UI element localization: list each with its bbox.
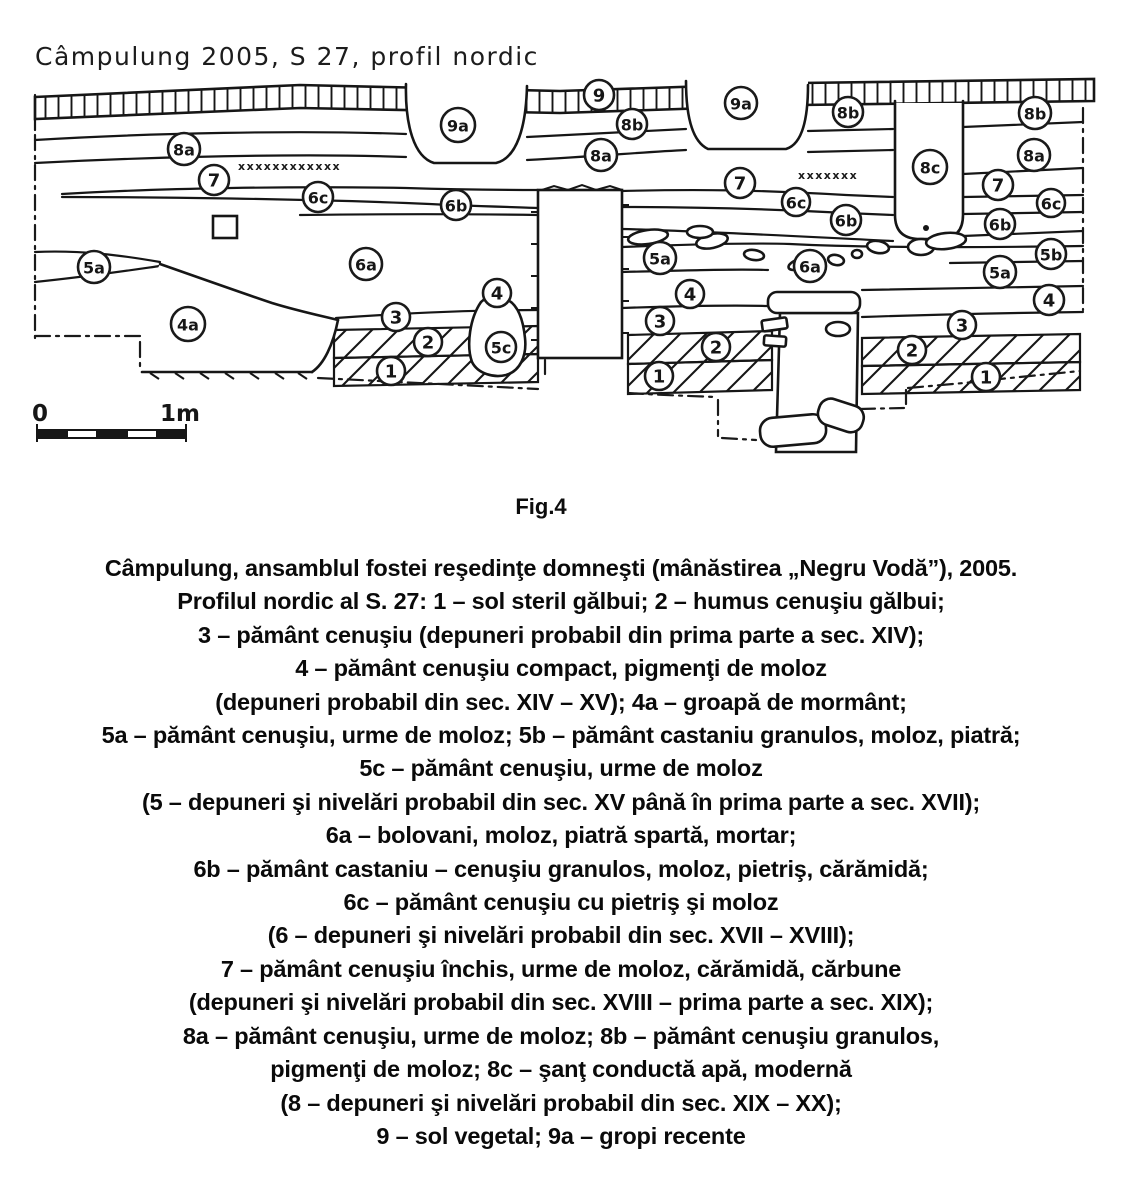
svg-text:8a: 8a bbox=[173, 140, 195, 160]
cross-hatch-marks: xxxxxxxxxxxx bbox=[238, 160, 342, 173]
svg-text:5c: 5c bbox=[490, 338, 512, 358]
figure-caption bbox=[0, 552, 1122, 1153]
svg-text:1: 1 bbox=[384, 361, 398, 383]
scale-end-label: 1m bbox=[160, 401, 200, 427]
svg-text:4: 4 bbox=[490, 283, 504, 305]
svg-text:8b: 8b bbox=[620, 115, 644, 135]
svg-text:4: 4 bbox=[683, 284, 697, 306]
svg-text:6b: 6b bbox=[444, 196, 468, 216]
svg-text:9: 9 bbox=[592, 85, 606, 107]
svg-text:7: 7 bbox=[733, 173, 747, 195]
cross-hatch-marks: xxxxxxx bbox=[798, 169, 859, 182]
layer-label-4 bbox=[1034, 285, 1064, 315]
layer-label-3 bbox=[646, 307, 674, 335]
layer-label-9 bbox=[584, 80, 614, 110]
layer-label-9a bbox=[441, 108, 475, 142]
caption-line: (8 – depuneri şi nivelări probabil din sec. XIX – XX); bbox=[280, 1089, 842, 1116]
layer-label-6b bbox=[985, 209, 1015, 239]
svg-text:8b: 8b bbox=[1023, 104, 1047, 124]
caption-line: 7 – pământ cenuşiu închis, urme de moloz, cărămidă, cărbune bbox=[220, 955, 902, 982]
svg-text:1: 1 bbox=[979, 367, 993, 389]
layer-label-4a bbox=[171, 307, 205, 341]
layer-label-3 bbox=[382, 303, 410, 331]
layer-label-9a bbox=[725, 87, 757, 119]
svg-text:8c: 8c bbox=[919, 158, 941, 178]
layer-label-4 bbox=[483, 279, 511, 307]
profile-title: Câmpulung 2005, S 27, profil nordic bbox=[35, 42, 539, 71]
caption-line: 6c – pământ cenuşiu cu pietriş şi moloz bbox=[343, 889, 779, 916]
svg-text:9a: 9a bbox=[730, 94, 752, 114]
svg-text:6c: 6c bbox=[307, 188, 329, 208]
layer-label-8c bbox=[913, 150, 947, 184]
svg-text:6c: 6c bbox=[1040, 194, 1062, 214]
svg-text:6a: 6a bbox=[355, 255, 377, 275]
layer-label-1 bbox=[377, 357, 405, 385]
caption-line: Câmpulung, ansamblul fostei reşedinţe domneşti (mânăstirea „Negru Vodă”), 2005. bbox=[104, 555, 1018, 581]
svg-text:6c: 6c bbox=[785, 193, 807, 213]
svg-text:2: 2 bbox=[905, 340, 919, 362]
svg-text:7: 7 bbox=[207, 170, 221, 192]
caption-line: 8a – pământ cenuşiu, urme de moloz; 8b – pământ cenuşiu granulos, bbox=[182, 1022, 940, 1049]
svg-text:3: 3 bbox=[389, 307, 403, 329]
layer-label-5a bbox=[644, 242, 676, 274]
layer-label-7 bbox=[983, 170, 1013, 200]
caption-line: 4 – pământ cenuşiu compact, pigmenţi de moloz bbox=[295, 655, 827, 682]
layer-label-6c bbox=[782, 188, 810, 216]
layer-label-6b bbox=[441, 190, 471, 220]
layer-label-8b bbox=[833, 97, 863, 127]
layer-label-1 bbox=[645, 362, 673, 390]
caption-line: (5 – depuneri şi nivelări probabil din sec. XV până în prima parte a sec. XVII); bbox=[141, 788, 981, 815]
layer-label-8b bbox=[617, 109, 647, 139]
layer-label-3 bbox=[948, 311, 976, 339]
layer-label-5b bbox=[1036, 239, 1066, 269]
layer-label-1 bbox=[972, 363, 1000, 391]
layer-label-4 bbox=[676, 280, 704, 308]
svg-text:5a: 5a bbox=[989, 263, 1011, 283]
caption-line: pigmenţi de moloz; 8c – şanţ conductă apă, modernă bbox=[270, 1056, 852, 1083]
svg-text:3: 3 bbox=[955, 315, 969, 337]
layer-label-6a bbox=[794, 250, 826, 282]
scale-bar bbox=[32, 401, 200, 442]
caption-line: 9 – sol vegetal; 9a – gropi recente bbox=[376, 1122, 746, 1149]
layer-label-5a bbox=[78, 251, 110, 283]
svg-text:6b: 6b bbox=[988, 215, 1012, 235]
layer-label-7 bbox=[199, 165, 229, 195]
svg-text:1: 1 bbox=[652, 366, 666, 388]
layer-label-2 bbox=[898, 336, 926, 364]
layer-label-6b bbox=[831, 205, 861, 235]
svg-text:4a: 4a bbox=[177, 315, 199, 335]
svg-text:6a: 6a bbox=[799, 257, 821, 277]
svg-text:5a: 5a bbox=[83, 258, 105, 278]
caption-line: (6 – depuneri şi nivelări probabil din sec. XVII – XVIII); bbox=[267, 922, 855, 949]
caption-line: 6a – bolovani, moloz, piatră spartă, mortar; bbox=[325, 822, 797, 849]
svg-text:9a: 9a bbox=[447, 116, 469, 136]
caption-line: 6b – pământ castaniu – cenuşiu granulos, moloz, pietriş, cărămidă; bbox=[193, 855, 929, 882]
layer-label-6a bbox=[350, 248, 382, 280]
figure-number: Fig.4 bbox=[515, 494, 567, 519]
svg-text:5a: 5a bbox=[649, 249, 671, 269]
svg-text:8b: 8b bbox=[836, 103, 860, 123]
svg-text:2: 2 bbox=[709, 337, 723, 359]
layer-label-5a bbox=[984, 256, 1016, 288]
caption-line: 3 – pământ cenuşiu (depuneri probabil din prima parte a sec. XIV); bbox=[198, 621, 924, 648]
layer-label-6c bbox=[1037, 189, 1065, 217]
layer-label-8a bbox=[1018, 139, 1050, 171]
layer-label-5c bbox=[486, 332, 516, 362]
svg-text:8a: 8a bbox=[1023, 146, 1045, 166]
caption-line: (depuneri şi nivelări probabil din sec. XVIII – prima parte a sec. XIX); bbox=[188, 989, 934, 1016]
surface-marks bbox=[238, 160, 858, 182]
profile-drawing bbox=[0, 0, 1122, 480]
unexcavated-block bbox=[531, 185, 629, 358]
caption-line: 5a – pământ cenuşiu, urme de moloz; 5b – pământ castaniu granulos, moloz, piatră; bbox=[101, 722, 1021, 749]
svg-text:7: 7 bbox=[991, 175, 1005, 197]
layer-label-7 bbox=[725, 168, 755, 198]
masonry-pier bbox=[759, 292, 867, 452]
svg-text:2: 2 bbox=[421, 332, 435, 354]
caption-line: (depuneri probabil din sec. XIV – XV); 4a – groapă de mormânt; bbox=[215, 688, 907, 715]
layer-label-2 bbox=[702, 333, 730, 361]
svg-text:3: 3 bbox=[653, 311, 667, 333]
layer-label-8b bbox=[1019, 97, 1051, 129]
caption-line: 5c – pământ cenuşiu, urme de moloz bbox=[359, 755, 763, 782]
caption-line: Profilul nordic al S. 27: 1 – sol steril gălbui; 2 – humus cenuşiu gălbui; bbox=[177, 588, 945, 615]
svg-text:6b: 6b bbox=[834, 211, 858, 231]
layer-label-2 bbox=[414, 328, 442, 356]
scale-start-label: 0 bbox=[32, 401, 49, 427]
svg-text:4: 4 bbox=[1042, 290, 1056, 312]
layer-label-6c bbox=[303, 182, 333, 212]
layer-label-8a bbox=[585, 139, 617, 171]
svg-text:5b: 5b bbox=[1039, 245, 1063, 265]
svg-text:8a: 8a bbox=[590, 146, 612, 166]
layer-label-8a bbox=[168, 133, 200, 165]
